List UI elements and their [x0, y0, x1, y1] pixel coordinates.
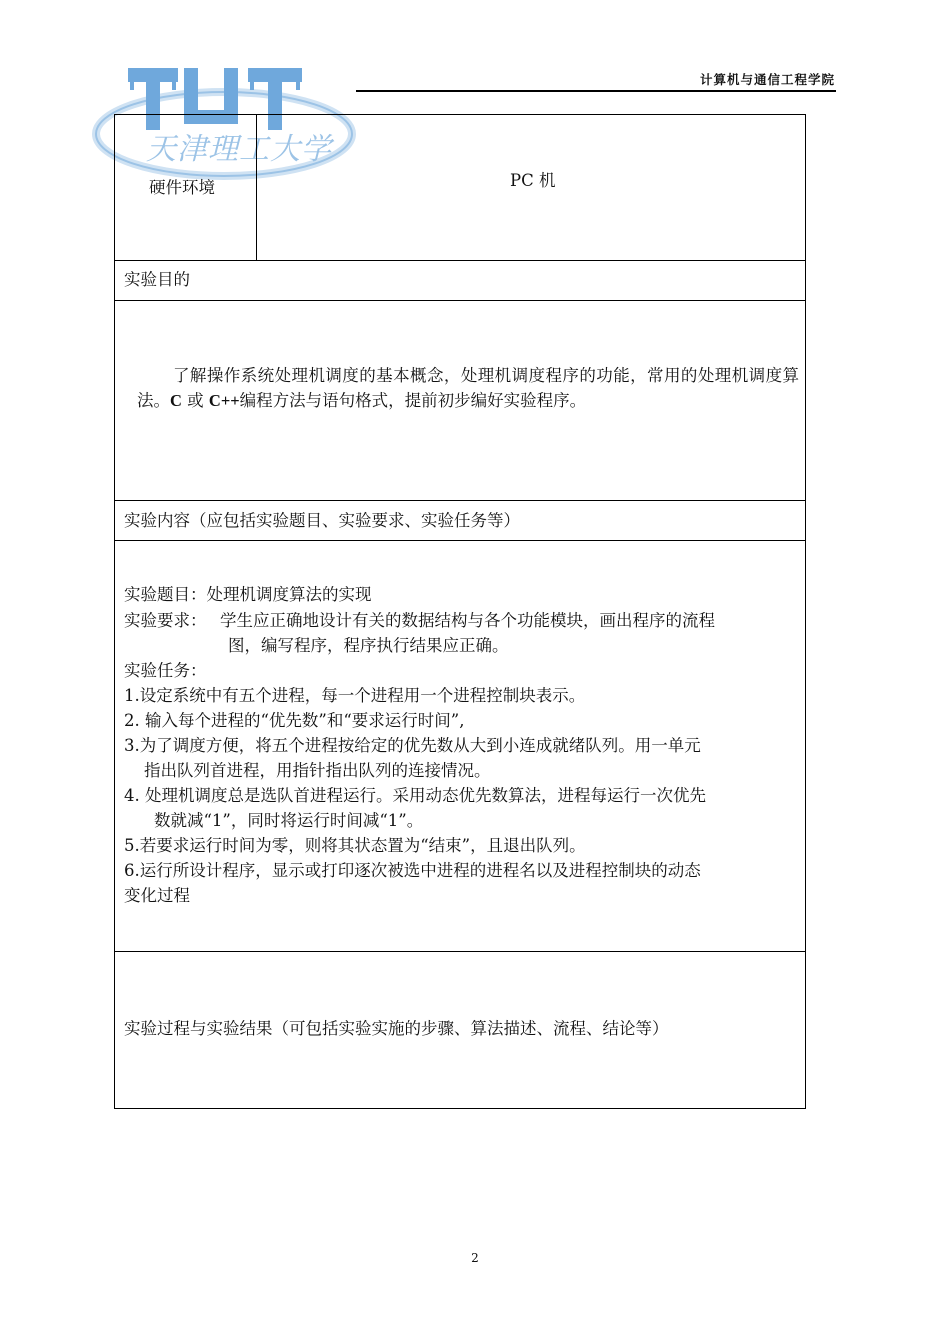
hardware-label: 硬件环境 [149, 178, 215, 197]
purpose-text-or: 或 [181, 391, 209, 410]
task-item-3: 3.为了调度方便，将五个进程按给定的优先数从大到小连成就绪队列。用一单元 [124, 736, 701, 755]
row-divider [115, 951, 805, 952]
content-requirement-line2: 图，编写程序，程序执行结果应正确。 [228, 636, 509, 655]
header-rule [356, 90, 836, 92]
page-number: 2 [471, 1251, 479, 1265]
row-divider [115, 540, 805, 541]
purpose-text-part1: 了解操作系统处理机调度的基本概念，处理机调度程序的功能，常用的处理机调度算法。 [137, 366, 799, 410]
task-item-1: 1.设定系统中有五个进程，每一个进程用一个进程控制块表示。 [124, 686, 586, 705]
experiment-table [114, 114, 806, 1109]
content-requirement-line1: 学生应正确地设计有关的数据结构与各个功能模块，画出程序的流程 [220, 611, 715, 630]
task-item-5: 5.若要求运行时间为零，则将其状态置为“结束”，且退出队列。 [124, 836, 586, 855]
task-item-4-cont: 数就减“1”，同时将运行时间减“1”。 [154, 811, 424, 830]
content-requirement-label: 实验要求： [124, 611, 207, 630]
content-title [124, 582, 372, 607]
row-divider [115, 300, 805, 301]
process-label: 实验过程与实验结果（可包括实验实施的步骤、算法描述、流程、结论等） [124, 1019, 669, 1038]
row-divider [115, 500, 805, 501]
purpose-label: 实验目的 [124, 270, 190, 289]
task-item-4: 4. 处理机调度总是选队首进程运行。采用动态优先数算法，进程每运行一次优先 [124, 786, 706, 805]
content-label: 实验内容（应包括实验题目、实验要求、实验任务等） [124, 511, 520, 530]
task-item-6-cont: 变化过程 [124, 886, 190, 905]
purpose-text [137, 363, 799, 413]
content-title-label: 实验题目： [124, 585, 207, 604]
purpose-text-c: C [170, 391, 182, 410]
content-title-value: 处理机调度算法的实现 [206, 585, 372, 604]
column-divider [256, 115, 257, 260]
content-tasks-label: 实验任务： [124, 661, 207, 680]
purpose-text-part2: 编程方法与语句格式，提前初步编好实验程序。 [239, 391, 587, 410]
purpose-text-cpp: C++ [208, 391, 240, 410]
logo-wordmark: 天津理工大学 [146, 132, 332, 167]
hardware-value: PC 机 [510, 171, 556, 190]
row-divider [115, 260, 805, 261]
task-item-6: 6.运行所设计程序，显示或打印逐次被选中进程的进程名以及进程控制块的动态 [124, 861, 701, 880]
task-item-2: 2. 输入每个进程的“优先数”和“要求运行时间”, [124, 711, 465, 730]
task-item-3-cont: 指出队列首进程，用指针指出队列的连接情况。 [144, 761, 491, 780]
institution-title: 计算机与通信工程学院 [699, 72, 835, 87]
